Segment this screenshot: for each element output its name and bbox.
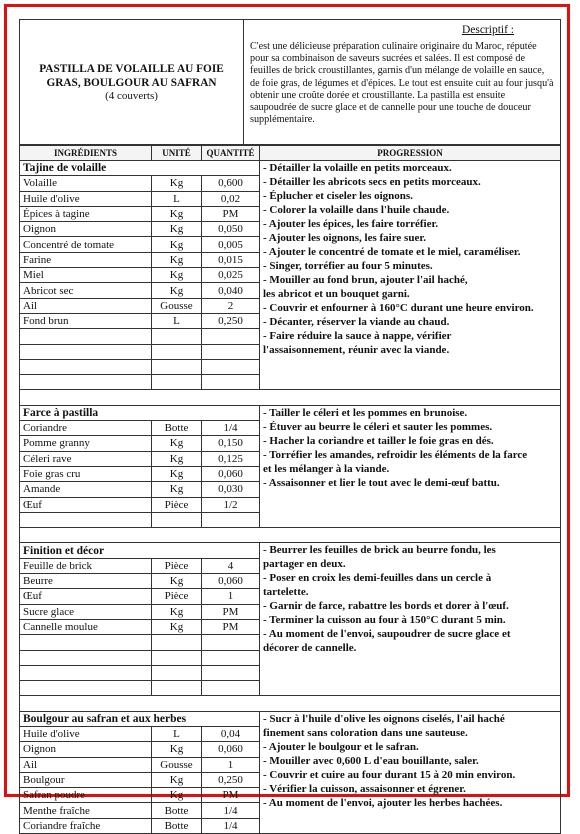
ingredient-quantity	[202, 665, 260, 680]
ingredient-unit	[152, 681, 202, 696]
description-text: C'est une délicieuse préparation culinaire originaire du Maroc, réputée pour sa combinaison de saveurs sucrées et salées. Il est composé de feuilles de brick croustillantes, garnis d'un mélange de volaille en sauce, de foie gras, de légumes et d'épices. Le tout est ensuite cuit au four jusqu'à obtenir une croûte dorée et croustillante. La pastilla est ensuite saupoudrée de sucre glace et de cannelle pour une touche de douceur supplémentaire.	[250, 40, 554, 126]
ingredient-quantity: 2	[202, 298, 260, 313]
step-line: - Au moment de l'envoi, ajouter les herbes hachées.	[263, 796, 503, 809]
ingredient-quantity	[202, 344, 260, 359]
ingredient-name: Huile d'olive	[20, 191, 152, 206]
ingredient-unit: Kg	[152, 206, 202, 221]
ingredient-unit	[152, 650, 202, 665]
step-line: - Vérifier la cuisson, assaisonner et égrener.	[263, 782, 466, 795]
ingredient-unit: Pièce	[152, 558, 202, 573]
recipe-sheet	[19, 19, 561, 832]
ingredient-quantity: 1	[202, 757, 260, 772]
ingredient-quantity: 0,250	[202, 772, 260, 787]
ingredient-quantity: 1/2	[202, 497, 260, 512]
recipe-table	[19, 145, 561, 834]
progression-steps	[260, 405, 561, 527]
step-line: - Ajouter le boulgour et le safran.	[263, 740, 419, 753]
recipe-title: PASTILLA DE VOLAILLE AU FOIE GRAS, BOULGOUR AU SAFRAN	[39, 62, 224, 89]
step-line: - Torréfier les amandes, refroidir les éléments de la farce	[263, 448, 528, 461]
ingredient-name	[20, 650, 152, 665]
ingredient-name: Huile d'olive	[20, 726, 152, 741]
ingredient-unit	[152, 329, 202, 344]
ingredient-unit	[152, 635, 202, 650]
ingredient-name: Concentré de tomate	[20, 237, 152, 252]
ingredient-quantity	[202, 650, 260, 665]
ingredient-unit: Kg	[152, 283, 202, 298]
ingredient-unit: Pièce	[152, 589, 202, 604]
ingredient-unit	[152, 375, 202, 390]
step-line: - Détailler les abricots secs en petits morceaux.	[263, 176, 481, 188]
ingredient-quantity: 0,025	[202, 268, 260, 283]
ingredient-name	[20, 681, 152, 696]
description-heading: Descriptif :	[461, 24, 514, 36]
ingredient-name: Ail	[20, 298, 152, 313]
ingredient-name: Amande	[20, 482, 152, 497]
ingredient-quantity: 1/4	[202, 818, 260, 833]
ingredient-unit: Kg	[152, 237, 202, 252]
ingredient-quantity: 1/4	[202, 803, 260, 818]
ingredient-name: Beurre	[20, 574, 152, 589]
step-line: - Étuver au beurre le céleri et sauter les pommes.	[263, 420, 493, 433]
step-line: - Éplucher et ciseler les oignons.	[263, 190, 413, 202]
ingredient-unit: Gousse	[152, 757, 202, 772]
step-line: - Ajouter les épices, les faire torréfier.	[263, 218, 439, 230]
ingredient-name: Œuf	[20, 589, 152, 604]
ingredient-name: Feuille de brick	[20, 558, 152, 573]
ingredient-name: Volaille	[20, 176, 152, 191]
recipe-header	[19, 19, 561, 145]
ingredient-quantity	[202, 512, 260, 527]
ingredient-name	[20, 635, 152, 650]
ingredient-unit: Kg	[152, 466, 202, 481]
ingredient-unit: Kg	[152, 619, 202, 634]
ingredient-unit: Kg	[152, 482, 202, 497]
ingredient-name: Cannelle moulue	[20, 619, 152, 634]
step-line: - Beurrer les feuilles de brick au beurre fondu, les	[263, 544, 496, 557]
description-cell	[244, 20, 560, 144]
ingredient-name: Épices à tagine	[20, 206, 152, 221]
step-line: et les mélanger à la viande.	[263, 462, 390, 475]
ingredient-name: Céleri rave	[20, 451, 152, 466]
section-title: Finition et décor	[20, 543, 260, 558]
section-title-row	[20, 543, 561, 558]
step-line: - Détailler la volaille en petits morceaux.	[263, 162, 452, 174]
ingredient-unit: L	[152, 313, 202, 328]
step-line: finement sans coloration dans une sauteuse.	[263, 726, 468, 739]
header-ingredients: INGRÉDIENTS	[20, 146, 152, 161]
ingredient-unit: Kg	[152, 742, 202, 757]
step-line: - Poser en croix les demi-feuilles dans un cercle à	[263, 572, 492, 585]
ingredient-quantity: 0,050	[202, 222, 260, 237]
ingredient-unit: L	[152, 191, 202, 206]
ingredient-name: Safran poudre	[20, 788, 152, 803]
ingredient-name: Abricot sec	[20, 283, 152, 298]
ingredient-unit: Kg	[152, 436, 202, 451]
ingredient-quantity: PM	[202, 206, 260, 221]
ingredient-name: Menthe fraîche	[20, 803, 152, 818]
ingredient-unit: Kg	[152, 772, 202, 787]
ingredient-name	[20, 512, 152, 527]
section-title: Tajine de volaille	[20, 161, 260, 176]
ingredient-unit	[152, 665, 202, 680]
step-line: - Terminer la cuisson au four à 150°C durant 5 min.	[263, 614, 506, 627]
spacer-cell	[20, 390, 561, 405]
progression-steps	[260, 711, 561, 833]
ingredient-quantity	[202, 375, 260, 390]
header-progression: PROGRESSION	[260, 146, 561, 161]
ingredient-unit: Kg	[152, 604, 202, 619]
step-line: - Tailler le céleri et les pommes en brunoise.	[263, 406, 468, 419]
ingredient-name	[20, 359, 152, 374]
ingredient-unit	[152, 359, 202, 374]
ingredient-name: Fond brun	[20, 313, 152, 328]
ingredient-unit: Botte	[152, 803, 202, 818]
ingredient-unit	[152, 344, 202, 359]
ingredient-name	[20, 344, 152, 359]
ingredient-name: Oignon	[20, 222, 152, 237]
ingredient-unit	[152, 512, 202, 527]
section-title-row	[20, 711, 561, 726]
ingredient-unit: Kg	[152, 451, 202, 466]
step-line: - Singer, torréfier au four 5 minutes.	[263, 260, 433, 272]
step-line: - Décanter, réserver la viande au chaud.	[263, 316, 450, 328]
ingredient-quantity: 1	[202, 589, 260, 604]
ingredient-unit: Kg	[152, 574, 202, 589]
ingredient-quantity	[202, 681, 260, 696]
ingredient-quantity: 0,02	[202, 191, 260, 206]
ingredient-unit: Kg	[152, 268, 202, 283]
ingredient-quantity: PM	[202, 604, 260, 619]
ingredient-name: Oignon	[20, 742, 152, 757]
ingredient-unit: Botte	[152, 818, 202, 833]
step-line: partager en deux.	[263, 558, 346, 571]
ingredient-name: Farine	[20, 252, 152, 267]
ingredient-quantity	[202, 635, 260, 650]
ingredient-quantity: 0,250	[202, 313, 260, 328]
step-line: - Mouiller au fond brun, ajouter l'ail haché,	[263, 274, 468, 286]
ingredient-unit: Kg	[152, 788, 202, 803]
ingredient-quantity: 0,015	[202, 252, 260, 267]
ingredient-unit: Pièce	[152, 497, 202, 512]
header-unit: UNITÉ	[152, 146, 202, 161]
ingredient-name: Boulgour	[20, 772, 152, 787]
ingredient-quantity: 0,060	[202, 742, 260, 757]
ingredient-unit: Botte	[152, 421, 202, 436]
step-line: - Ajouter les oignons, les faire suer.	[263, 232, 426, 244]
step-line: - Colorer la volaille dans l'huile chaude.	[263, 204, 450, 216]
ingredient-quantity: 0,600	[202, 176, 260, 191]
ingredient-name: Foie gras cru	[20, 466, 152, 481]
ingredient-quantity: 4	[202, 558, 260, 573]
ingredient-name: Miel	[20, 268, 152, 283]
step-line: - Assaisonner et lier le tout avec le demi-œuf battu.	[263, 476, 500, 489]
ingredient-name: Coriandre fraîche	[20, 818, 152, 833]
step-line: - Faire réduire la sauce à nappe, vérifier	[263, 330, 452, 342]
ingredient-unit: Kg	[152, 252, 202, 267]
step-line: décorer de cannelle.	[263, 642, 357, 655]
step-line: - Au moment de l'envoi, saupoudrer de sucre glace et	[263, 628, 511, 641]
ingredient-quantity: PM	[202, 788, 260, 803]
ingredient-name	[20, 329, 152, 344]
section-spacer	[20, 696, 561, 711]
section-title: Farce à pastilla	[20, 405, 260, 420]
ingredient-quantity: PM	[202, 619, 260, 634]
ingredient-quantity: 0,060	[202, 574, 260, 589]
section-title-row	[20, 405, 561, 420]
step-line: - Garnir de farce, rabattre les bords et dorer à l'œuf.	[263, 600, 509, 613]
ingredient-name: Pomme granny	[20, 436, 152, 451]
title-cell	[20, 20, 244, 144]
step-line: - Mouiller avec 0,600 L d'eau bouillante, saler.	[263, 754, 479, 767]
section-spacer	[20, 528, 561, 543]
progression-steps	[260, 543, 561, 696]
ingredient-quantity: 1/4	[202, 421, 260, 436]
section-title-row	[20, 161, 561, 176]
step-line: tartelette.	[263, 586, 309, 599]
step-line: - Hacher la coriandre et tailler le foie gras en dés.	[263, 434, 494, 447]
ingredient-name	[20, 375, 152, 390]
step-line: - Couvrir et cuire au four durant 15 à 20 min environ.	[263, 768, 516, 781]
ingredient-name: Sucre glace	[20, 604, 152, 619]
section-title: Boulgour au safran et aux herbes	[20, 711, 260, 726]
ingredient-name	[20, 665, 152, 680]
ingredient-quantity: 0,040	[202, 283, 260, 298]
ingredient-quantity: 0,04	[202, 726, 260, 741]
ingredient-unit: L	[152, 726, 202, 741]
servings: (4 couverts)	[105, 90, 158, 103]
step-line: - Sucr à l'huile d'olive les oignons ciselés, l'ail haché	[263, 712, 505, 725]
step-line: l'assaisonnement, réunir avec la viande.	[263, 344, 450, 356]
ingredient-quantity: 0,125	[202, 451, 260, 466]
section-spacer	[20, 390, 561, 405]
spacer-cell	[20, 696, 561, 711]
ingredient-quantity: 0,030	[202, 482, 260, 497]
ingredient-quantity: 0,150	[202, 436, 260, 451]
ingredient-unit: Gousse	[152, 298, 202, 313]
ingredient-unit: Kg	[152, 176, 202, 191]
ingredient-quantity: 0,005	[202, 237, 260, 252]
step-line: les abricot et un bouquet garni.	[263, 288, 410, 300]
ingredient-name: Ail	[20, 757, 152, 772]
table-header-row	[20, 146, 561, 161]
step-line: - Ajouter le concentré de tomate et le miel, caraméliser.	[263, 246, 521, 258]
ingredient-name: Œuf	[20, 497, 152, 512]
ingredient-quantity	[202, 329, 260, 344]
spacer-cell	[20, 528, 561, 543]
step-line: - Couvrir et enfourner à 160°C durant une heure environ.	[263, 302, 534, 314]
ingredient-unit: Kg	[152, 222, 202, 237]
header-quantity: QUANTITÉ	[202, 146, 260, 161]
ingredient-quantity: 0,060	[202, 466, 260, 481]
progression-steps	[260, 161, 561, 390]
ingredient-quantity	[202, 359, 260, 374]
ingredient-name: Coriandre	[20, 421, 152, 436]
